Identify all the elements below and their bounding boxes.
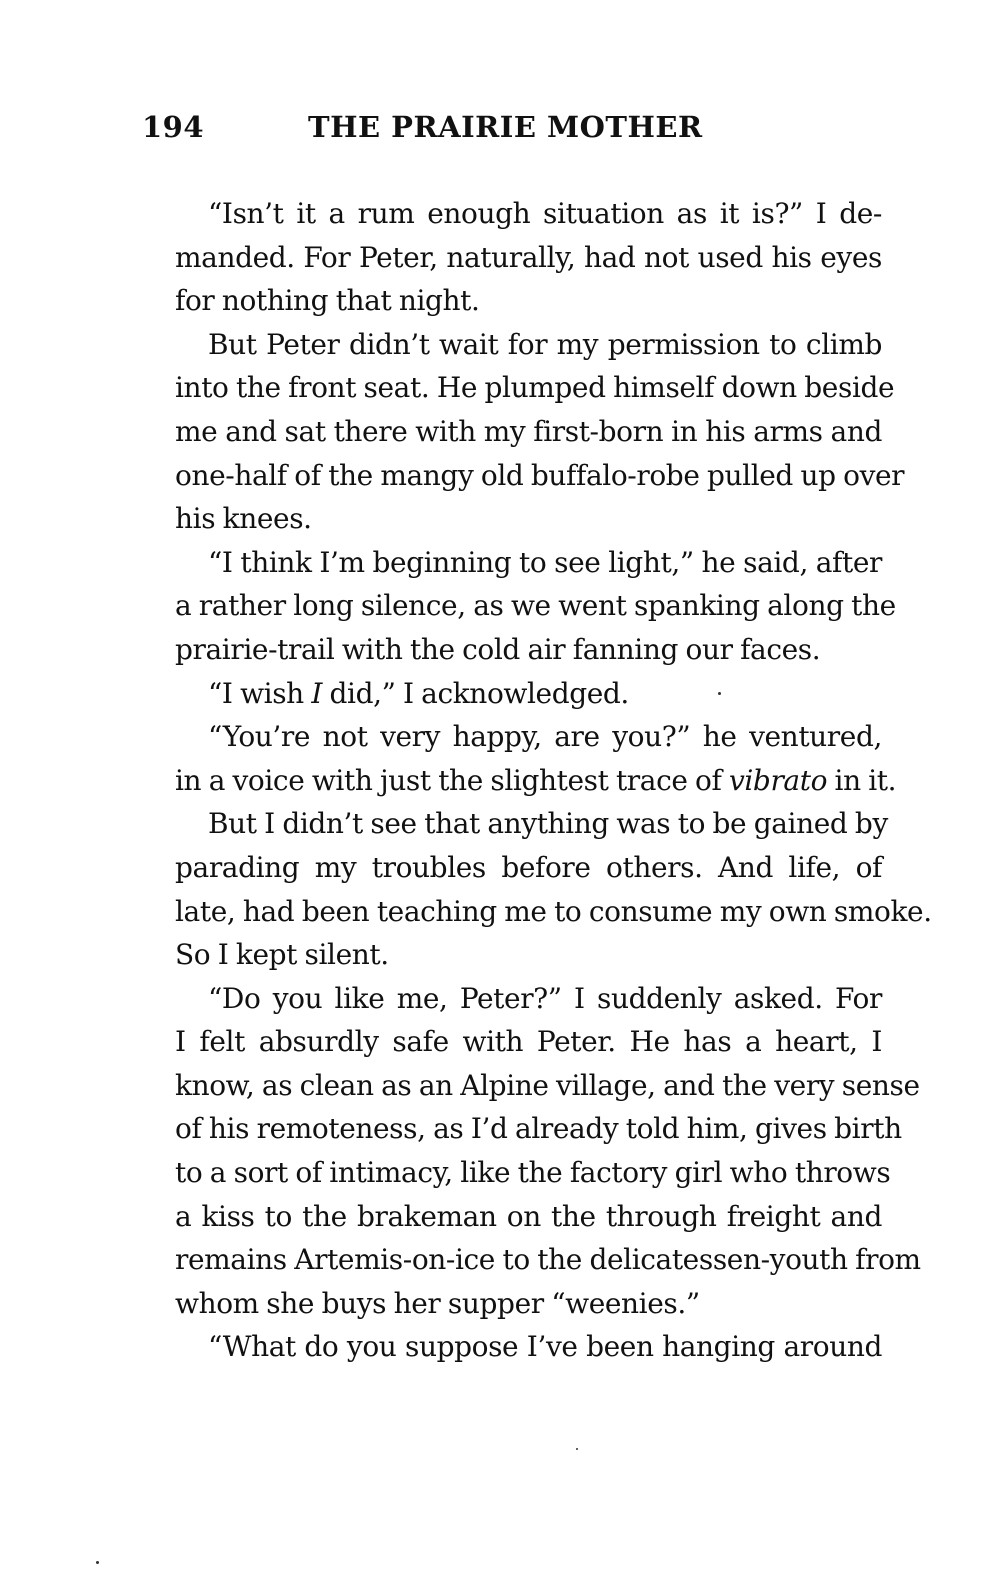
text-run: “I wish	[208, 676, 312, 710]
text-line	[142, 672, 882, 716]
text-line: of his remoteness, as I’d already told him, gives birth	[175, 1112, 902, 1146]
text-line: parading my troubles before others. And life, of	[175, 850, 882, 884]
text-line: for nothing that night.	[175, 284, 480, 318]
text-run: did,” I acknowledged.	[321, 676, 629, 710]
page-header	[142, 110, 882, 160]
text-run: in it.	[827, 763, 897, 797]
running-head: THE PRAIRIE MOTHER	[308, 110, 703, 144]
text-line: prairie-trail with the cold air fanning our faces.	[175, 632, 821, 666]
text-line: But Peter didn’t wait for my permission to climb	[208, 327, 882, 361]
text-line: “I think I’m beginning to see light,” he said, after	[208, 545, 882, 579]
text-line: me and sat there with my first-born in his arms and	[175, 414, 882, 448]
scan-speck	[576, 1448, 578, 1450]
paragraph	[142, 802, 932, 976]
text-line: his knees.	[175, 502, 312, 536]
text-line: a kiss to the brakeman on the through freight and	[175, 1199, 882, 1233]
body-text	[142, 192, 932, 1369]
paragraph	[142, 1325, 882, 1369]
page-number: 194	[142, 110, 205, 144]
scan-speck	[718, 692, 721, 695]
text-line: to a sort of intimacy, like the factory girl who throws	[175, 1156, 891, 1190]
text-line: late, had been teaching me to consume my own smoke.	[175, 894, 932, 928]
text-line: So I kept silent.	[175, 938, 389, 972]
paragraph	[142, 192, 882, 323]
text-line: “Do you like me, Peter?” I suddenly asked. For	[208, 981, 882, 1015]
text-line: I felt absurdly safe with Peter. He has a heart, I	[175, 1025, 882, 1059]
scan-speck	[96, 1561, 99, 1564]
text-line: one-half of the mangy old buffalo-robe pulled up over	[175, 458, 905, 492]
italic-text: I	[311, 676, 322, 710]
text-line: “Isn’t it a rum enough situation as it is?” I de-	[208, 197, 882, 230]
text-line: into the front seat. He plumped himself down beside	[175, 371, 895, 405]
text-line: “What do you suppose I’ve been hanging around	[208, 1330, 882, 1364]
text-line: a rather long silence, as we went spanking along the	[175, 589, 896, 623]
text-line: remains Artemis-on-ice to the delicatessen-youth from	[175, 1243, 921, 1277]
text-line: “You’re not very happy, are you?” he ventured,	[208, 720, 882, 754]
text-line: But I didn’t see that anything was to be gained by	[208, 807, 888, 841]
paragraph	[142, 715, 897, 802]
text-line: know, as clean as an Alpine village, and the very sense	[175, 1068, 920, 1102]
text-line: manded. For Peter, naturally, had not used his eyes	[175, 240, 882, 274]
text-line	[142, 759, 897, 803]
paragraph	[142, 977, 921, 1326]
italic-text: vibrato	[728, 763, 828, 797]
text-line: whom she buys her supper “weenies.”	[175, 1286, 700, 1320]
paragraph	[142, 541, 896, 672]
paragraph	[142, 672, 882, 716]
text-run: in a voice with just the slightest trace of	[175, 763, 729, 797]
paragraph	[142, 323, 905, 541]
